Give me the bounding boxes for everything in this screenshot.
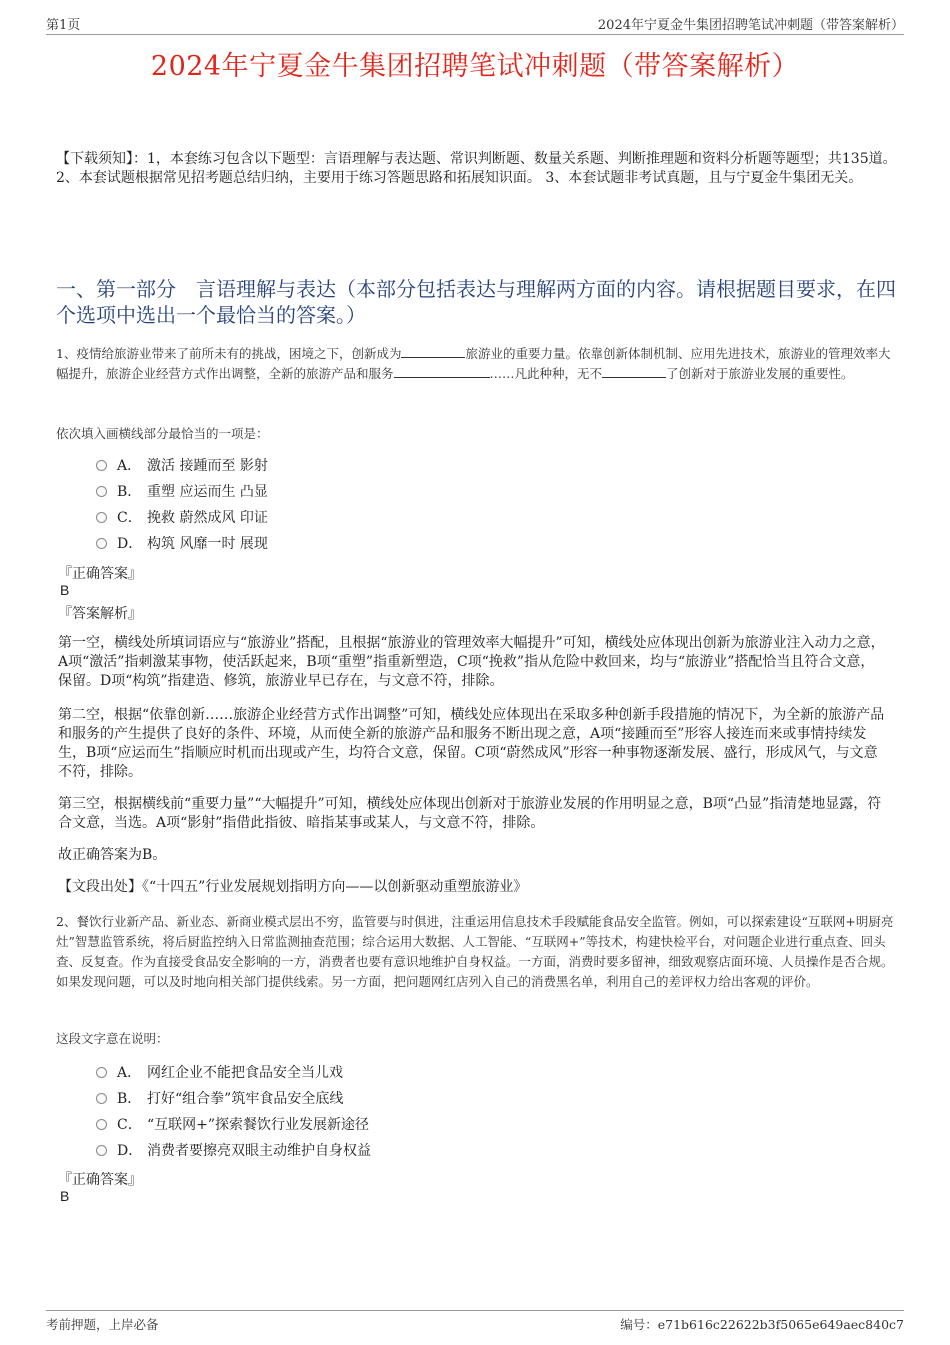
header-doc-title: 2024年宁夏金牛集团招聘笔试冲刺题（带答案解析） xyxy=(597,18,904,33)
download-notice: 【下载须知】：1，本套练习包含以下题型：言语理解与表达题、常识判断题、数量关系题、判断推理题和资料分析题等题型；共135道。 2、本套试题根据常见招考题总结归纳，主要用于练习答题思路和拓展知识面。 3、本套试题非考试真题，且与宁夏金牛集团无关。 xyxy=(56,151,897,186)
radio-icon[interactable] xyxy=(96,512,107,523)
q1-text-part4: 了创新对于旅游业发展的重要性。 xyxy=(666,366,854,381)
q1-analysis-paragraph: 第一空，横线处所填词语应与“旅游业”搭配，且根据“旅游业的管理效率大幅提升”可知，横线处应体现出创新为旅游业注入动力之意，A项“激活”指刺激某事物，使活跃起来，B项“重塑”指重新塑造，C项“挽救”指从危险中救回来，均与“旅游业”搭配恰当且符合文意，保留。D项“构筑”指建造、修筑，旅游业早已存在，与文意不符，排除。 xyxy=(58,635,885,689)
q1-options xyxy=(96,452,268,556)
q1-option-b[interactable]: B． 重塑 应运而生 凸显 xyxy=(96,478,268,504)
q1-source: 【文段出处】《“十四五”行业发展规划指明方向——以创新驱动重塑旅游业》 xyxy=(58,879,528,895)
q1-text-part3: ……凡此种种，无不 xyxy=(489,366,603,381)
q2-option-b[interactable]: B． 打好“组合拳”筑牢食品安全底线 xyxy=(96,1085,371,1111)
q1-analysis-conclusion: 故正确答案为B。 xyxy=(58,847,167,863)
q2-answer-label: 『正确答案』 xyxy=(58,1172,142,1188)
q1-prompt: 依次填入画横线部分最恰当的一项是： xyxy=(56,426,269,441)
page-title: 2024年宁夏金牛集团招聘笔试冲刺题（带答案解析） xyxy=(150,51,800,82)
page-footer xyxy=(46,1310,904,1335)
q1-analysis-paragraph: 第二空，根据“依靠创新……旅游企业经营方式作出调整”可知，横线处应体现出在采取多种创新手段措施的情况下，为全新的旅游产品和服务的产生提供了良好的条件、环境，从而使全新的旅游产品和服务不断出现之意，A项“接踵而至”形容人接连而来或事情持续发生，B项“应运而生”指顺应时机而出现或产生，均符合文意，保留。C项“蔚然成风”形容一种事物逐渐发展、盛行，形成风气，与文意不符，排除。 xyxy=(58,707,885,780)
radio-icon[interactable] xyxy=(96,1145,107,1156)
q1-text-part1: 1、疫情给旅游业带来了前所未有的挑战，困境之下，创新成为 xyxy=(56,346,402,361)
q1-text-part2: 旅游业的重要力量。依靠创新体制机制、应用先进技术，旅游业的管理效率大幅提升，旅游企业经营方式作出调整，全新的旅游产品和服务 xyxy=(56,346,891,381)
q2-option-c[interactable]: C． “互联网+”探索餐饮行业发展新途径 xyxy=(96,1111,371,1137)
radio-icon[interactable] xyxy=(96,1093,107,1104)
q1-answer-label: 『正确答案』 xyxy=(58,566,142,582)
radio-icon[interactable] xyxy=(96,1119,107,1130)
section-title: 一、第一部分 言语理解与表达（本部分包括表达与理解两方面的内容。请根据题目要求，在四个选项中选出一个最恰当的答案。） xyxy=(56,277,896,327)
page-number: 第1页 xyxy=(46,18,81,33)
radio-icon[interactable] xyxy=(96,1067,107,1078)
radio-icon[interactable] xyxy=(96,486,107,497)
question-1-stem xyxy=(56,344,898,384)
page-header xyxy=(46,14,904,35)
q2-options xyxy=(96,1059,371,1163)
blank-2 xyxy=(394,365,490,378)
blank-1 xyxy=(401,345,465,358)
q1-option-c[interactable]: C． 挽救 蔚然成风 印证 xyxy=(96,504,268,530)
q1-answer: B xyxy=(60,582,70,598)
radio-icon[interactable] xyxy=(96,538,107,549)
q2-option-a[interactable]: A． 网红企业不能把食品安全当儿戏 xyxy=(96,1059,371,1085)
q2-prompt: 这段文字意在说明： xyxy=(56,1031,169,1046)
q1-option-d[interactable]: D． 构筑 风靡一时 展现 xyxy=(96,530,268,556)
q2-answer: B xyxy=(60,1188,70,1204)
q1-analysis-label: 『答案解析』 xyxy=(58,606,142,622)
question-2-stem: 2、餐饮行业新产品、新业态、新商业模式层出不穷，监管要与时俱进，注重运用信息技术手段赋能食品安全监管。例如，可以探索建设“互联网+明厨亮灶”智慧监管系统，将后厨监控纳入日常监测抽查范围；综合运用大数据、人工智能、“互联网+”等技术，构建快检平台，对问题企业进行重点查、回头查、反复查。作为直接受食品安全影响的一方，消费者也要有意识地维护自身权益。一方面，消费时要多留神，细致观察店面环境、人员操作是否合规。如果发现问题，可以及时地向相关部门提供线索。另一方面，把问题网红店列入自己的消费黑名单，利用自己的差评权力给出客观的评价。 xyxy=(56,914,894,989)
q2-option-d[interactable]: D． 消费者要擦亮双眼主动维护自身权益 xyxy=(96,1137,371,1163)
footer-serial: 编号：e71b616c22622b3f5065e649aec840c7 xyxy=(620,1317,904,1332)
footer-slogan: 考前押题，上岸必备 xyxy=(46,1317,159,1332)
radio-icon[interactable] xyxy=(96,460,107,471)
blank-3 xyxy=(602,365,666,378)
q1-option-a[interactable]: A． 激活 接踵而至 影射 xyxy=(96,452,268,478)
q1-analysis-paragraph: 第三空，根据横线前“重要力量”“大幅提升”可知，横线处应体现出创新对于旅游业发展的作用明显之意，B项“凸显”指清楚地显露，符合文意，当选。A项“影射”指借此指彼、暗指某事或某人，与文意不符，排除。 xyxy=(58,796,882,831)
